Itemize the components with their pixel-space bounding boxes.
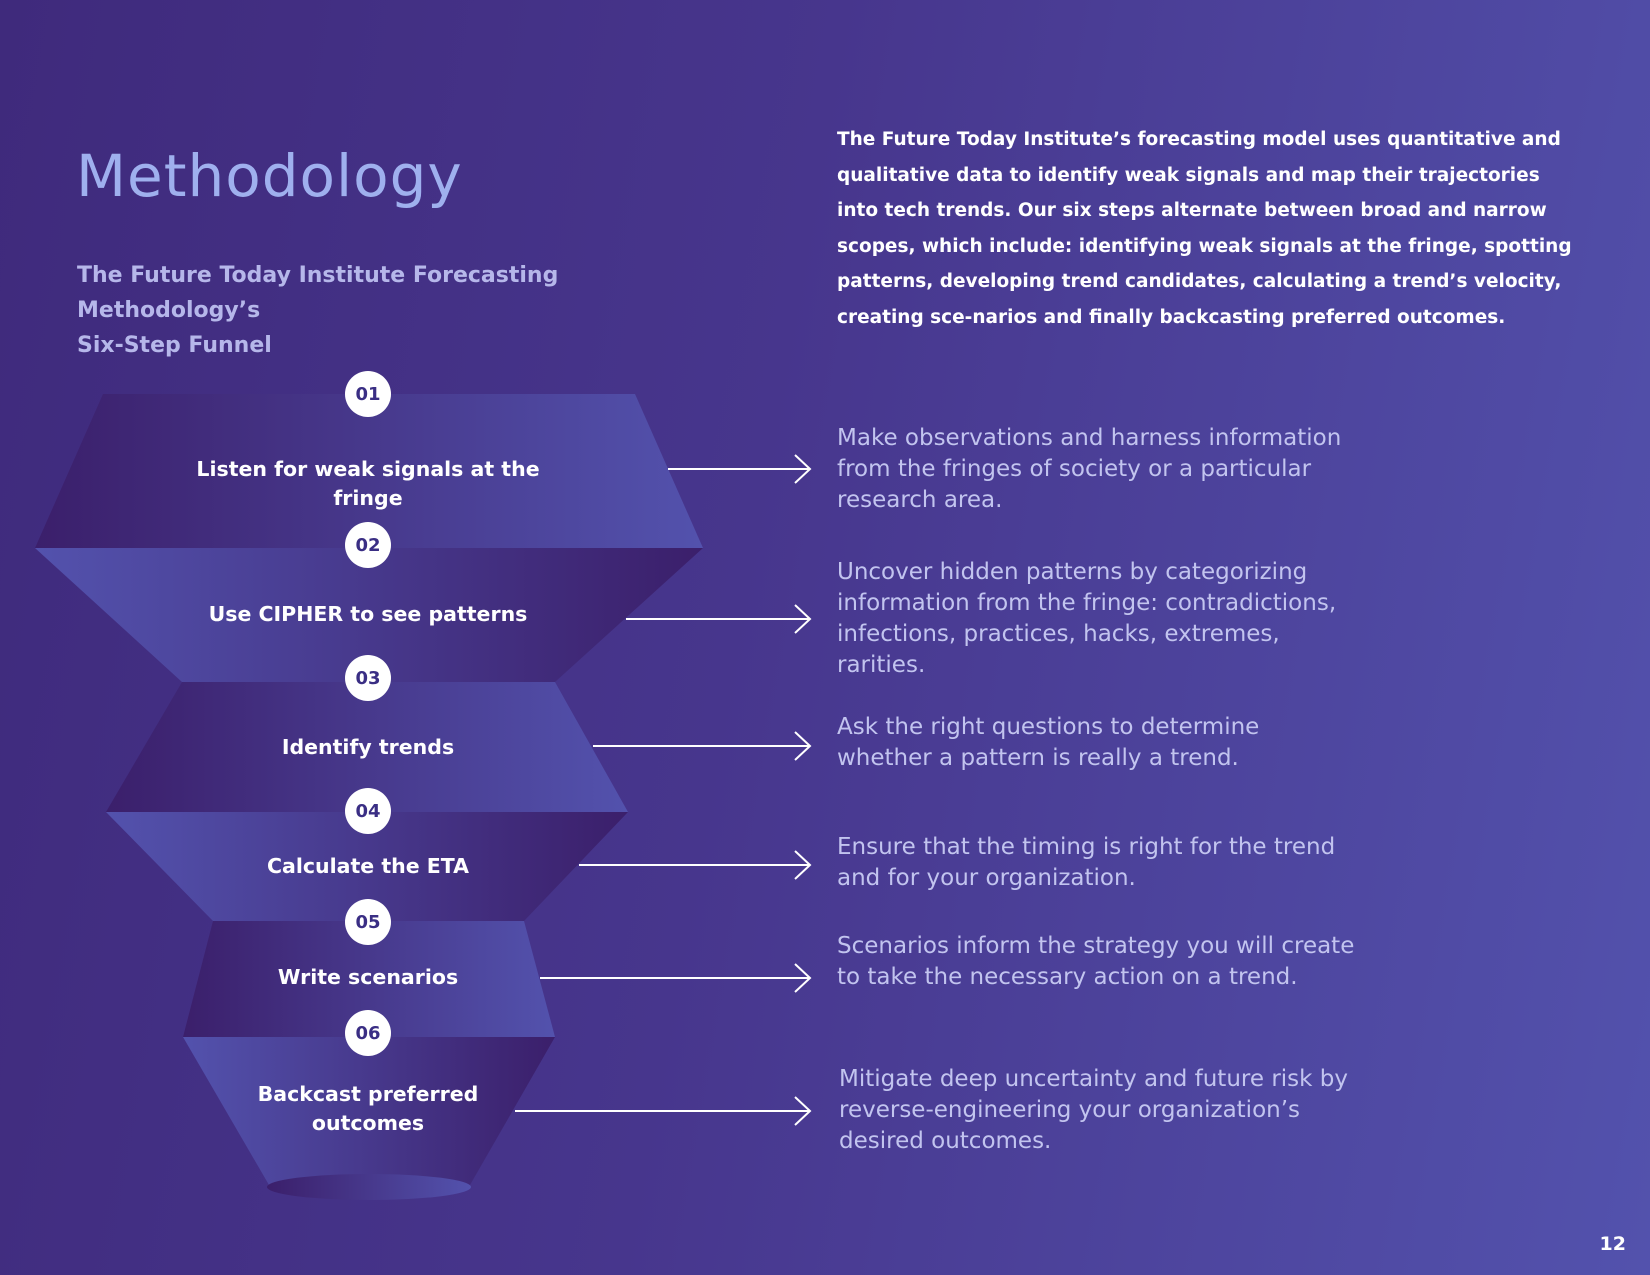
arrow-step-6 (515, 1097, 810, 1125)
step-badge-5: 05 (345, 899, 391, 945)
step-description-1: Make observations and harness information from the fringes of society or a particular research area. (837, 425, 1342, 513)
arrow-step-5 (540, 964, 810, 992)
page-number: 12 (1599, 1233, 1626, 1255)
arrow-step-1 (668, 455, 810, 483)
step-badge-1: 01 (345, 371, 391, 417)
step-badge-2: 02 (345, 522, 391, 568)
intro-paragraph: The Future Today Institute’s forecasting model uses quantitative and qualitative data to identify weak signals and map their trajectories into tech trends. Our six steps alternate between broad and narrow scopes, which include: identifying weak signals at the fringe, spotting patterns, developing trend candidates, calculating a trend’s velocity, creating sce-narios and finally backcasting preferred outcomes. (837, 129, 1572, 328)
step-badge-4: 04 (345, 788, 391, 834)
step-description-2: Uncover hidden patterns by categorizing information from the fringe: contradictions, infections, practices, hacks, extremes, rarities. (837, 559, 1337, 678)
arrow-step-4 (579, 851, 810, 879)
step-label-4: Calculate the ETA (266, 854, 470, 878)
step-label-1: Listen for weak signals at the fringe (196, 457, 540, 510)
arrow-step-3 (593, 732, 810, 760)
step-label-3: Identify trends (281, 735, 455, 759)
step-description-6: Mitigate deep uncertainty and future risk by reverse-engineering your organization’s desired outcomes. (839, 1066, 1348, 1154)
step-badge-6: 06 (345, 1010, 391, 1056)
step-description-3: Ask the right questions to determine whether a pattern is really a trend. (837, 714, 1260, 771)
subtitle-line-2: Six-Step Funnel (77, 333, 272, 358)
step-description-5: Scenarios inform the strategy you will create to take the necessary action on a trend. (837, 933, 1355, 990)
step-label-5: Write scenarios (277, 965, 459, 989)
step-badge-3: 03 (345, 655, 391, 701)
step-label-6: Backcast preferred outcomes (257, 1082, 479, 1135)
step-label-2: Use CIPHER to see patterns (208, 602, 528, 626)
arrow-step-2 (626, 605, 810, 633)
subtitle-line-1: The Future Today Institute Forecasting Methodology’s (77, 263, 559, 323)
step-description-4: Ensure that the timing is right for the trend and for your organization. (837, 834, 1336, 891)
page-title: Methodology (76, 142, 463, 210)
funnel-base (267, 1174, 471, 1200)
